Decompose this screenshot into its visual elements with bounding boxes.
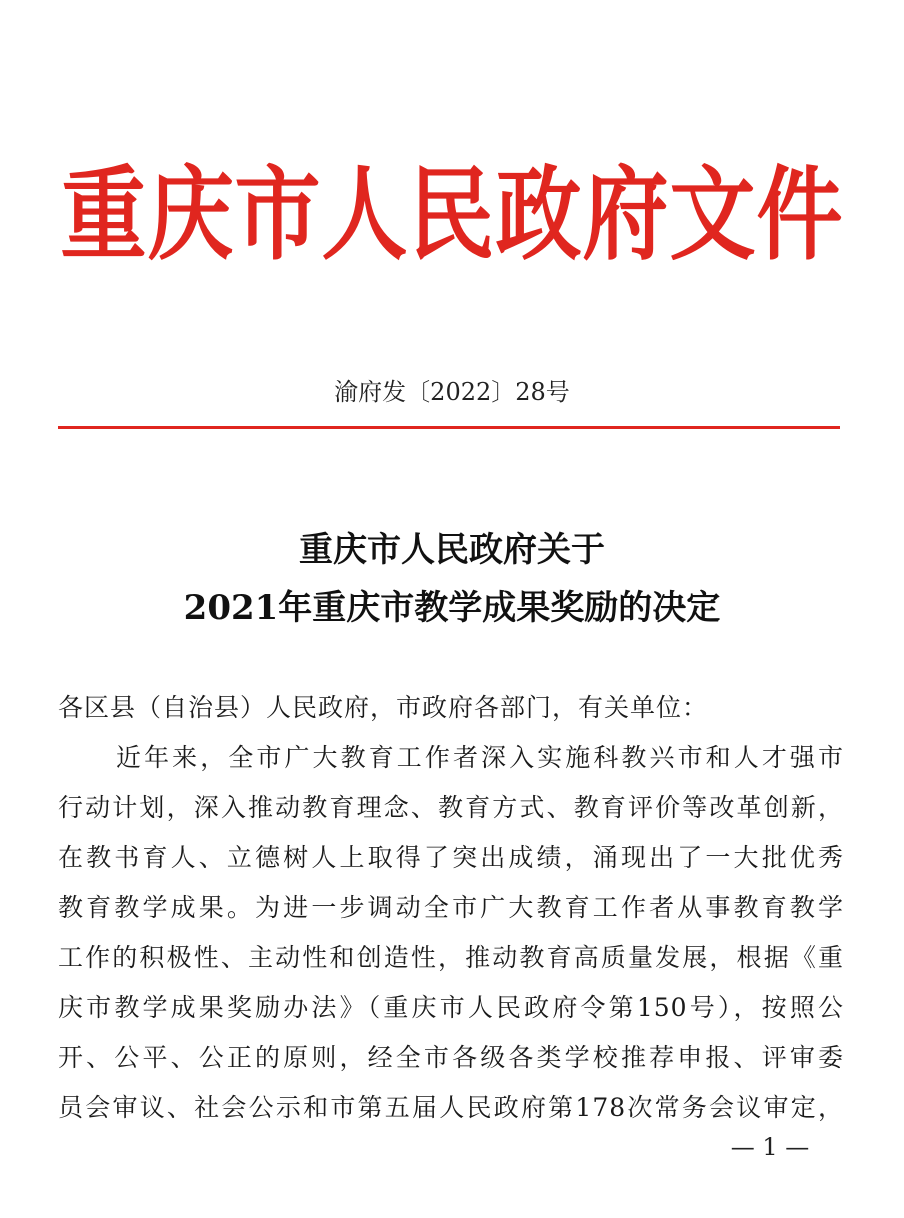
document-number: 渝府发〔2022〕28号: [334, 378, 570, 406]
document-title-line-1: 重庆市人民政府关于: [299, 530, 605, 570]
body-text-line: 近年来，全市广大教育工作者深入实施科教兴市和人才强市: [116, 743, 844, 772]
body-text-line: 员会审议、社会公示和市第五届人民政府第178次常务会议审定，: [58, 1093, 844, 1122]
document-title-line-2: 2021年重庆市教学成果奖励的决定: [183, 588, 721, 628]
body-text-line: 庆市教学成果奖励办法》（重庆市人民政府令第150号），按照公: [58, 993, 844, 1022]
addressee-line: 各区县（自治县）人民政府，市政府各部门，有关单位：: [58, 693, 709, 722]
body-text-line: 行动计划，深入推动教育理念、教育方式、教育评价等改革创新，: [58, 793, 844, 822]
masthead-title: 重庆市人民政府文件: [60, 155, 844, 275]
body-text-line: 工作的积极性、主动性和创造性，推动教育高质量发展，根据《重: [58, 943, 844, 972]
red-divider-line: [58, 426, 840, 429]
body-text-line: 教育教学成果。为进一步调动全市广大教育工作者从事教育教学: [58, 893, 844, 922]
page-number: — 1 —: [730, 1133, 810, 1161]
body-text-line: 开、公平、公正的原则，经全市各级各类学校推荐申报、评审委: [58, 1043, 844, 1072]
body-text-line: 在教书育人、立德树人上取得了突出成绩，涌现出了一大批优秀: [58, 843, 844, 872]
